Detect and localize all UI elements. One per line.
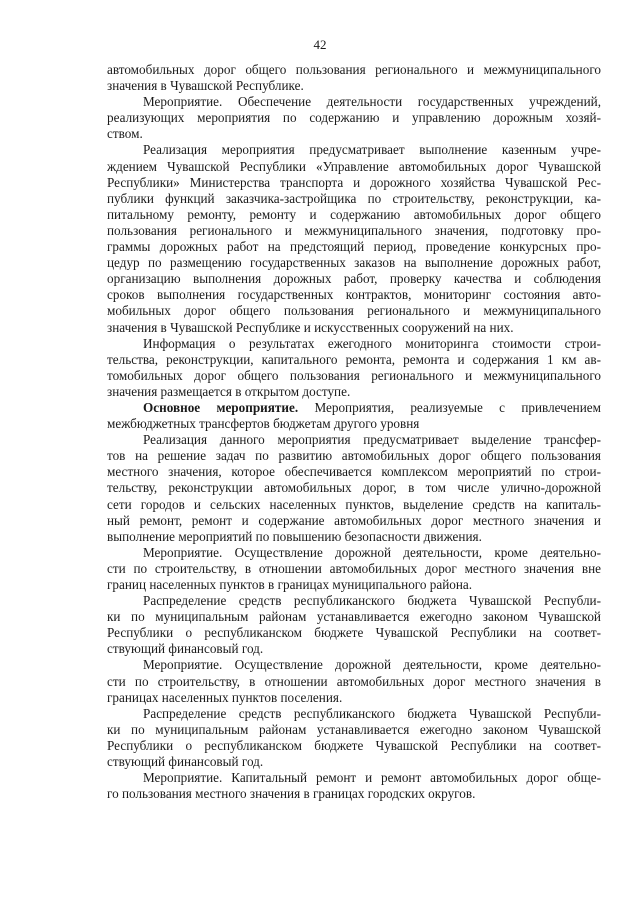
text-line: тельству, реконструкции автомобильных дорог, в том числе улично-дорожной bbox=[107, 480, 601, 496]
text-line: выполнение мероприятий по повышению безопасности движения. bbox=[107, 528, 482, 544]
paragraph bbox=[107, 657, 601, 705]
text-line: Распределение средств республиканского бюджета Чувашской Республи- bbox=[143, 593, 601, 609]
text-line: ждением Чувашской Республики «Управление автомобильных дорог Чувашской bbox=[107, 158, 601, 174]
text-line: ством. bbox=[107, 126, 143, 142]
text-line: организацию выполнения дорожных работ, проверку качества и соблюдения bbox=[107, 271, 601, 287]
text-line: значения в Чувашской Республике и искусственных сооружений на них. bbox=[107, 319, 514, 335]
text-line: тов на решение задач по развитию автомобильных дорог общего пользования bbox=[107, 448, 601, 464]
paragraph bbox=[107, 400, 601, 432]
text-line: местного значения, которое обеспечивается комплексом мероприятий по строи- bbox=[107, 464, 601, 480]
text-line bbox=[107, 400, 601, 416]
text-line: Информация о результатах ежегодного мониторинга стоимости строи- bbox=[143, 335, 601, 351]
paragraph bbox=[107, 142, 601, 335]
text-line: ки по муниципальным районам устанавливается ежегодно законом Чувашской bbox=[107, 609, 601, 625]
paragraph bbox=[107, 706, 601, 770]
text-line: цедур по размещению государственных заказов на выполнение дорожных работ, bbox=[107, 255, 601, 271]
text-line: границ населенных пунктов в границах муниципального района. bbox=[107, 577, 473, 592]
text-line: пользования регионального и межмуниципального значения, подготовку про- bbox=[107, 222, 601, 238]
text-line: межбюджетных трансфертов бюджетам другого уровня bbox=[107, 416, 420, 432]
text-line: го пользования местного значения в границах городских округов. bbox=[107, 786, 476, 802]
text-line: значения в Чувашской Республике. bbox=[107, 78, 304, 94]
text-line: Мероприятие. Обеспечение деятельности государственных учреждений, bbox=[143, 94, 601, 110]
text-line: Мероприятие. Осуществление дорожной деятельности, кроме деятельно- bbox=[143, 657, 601, 673]
text-line: Реализация данного мероприятия предусматривает выделение трансфер- bbox=[143, 432, 601, 448]
text-line: значения размещается в открытом доступе. bbox=[107, 383, 351, 399]
text-line: Республики» Министерства транспорта и дорожного хозяйства Чувашской Рес- bbox=[107, 174, 601, 190]
text-line: ствующий финансовый год. bbox=[107, 754, 264, 770]
paragraph bbox=[107, 94, 601, 142]
paragraph bbox=[107, 593, 601, 657]
text-line: тельства, реконструкции, капитального ремонта, ремонта и содержания 1 км ав- bbox=[107, 351, 601, 367]
text-line: Мероприятие. Осуществление дорожной деятельности, кроме деятельно- bbox=[143, 544, 601, 560]
text-line: ный ремонт, ремонт и содержание автомобильных дорог местного значения и bbox=[107, 512, 601, 528]
document-body bbox=[107, 62, 601, 802]
text-line: публики функций заказчика-застройщика по строительству, реконструкции, ка- bbox=[107, 190, 601, 206]
text-line: ки по муниципальным районам устанавливается ежегодно законом Чувашской bbox=[107, 721, 601, 737]
paragraph bbox=[107, 336, 601, 400]
text-line: Реализация мероприятия предусматривает выполнение казенным учре- bbox=[143, 142, 601, 158]
text-line: Распределение средств республиканского бюджета Чувашской Республи- bbox=[143, 705, 601, 721]
paragraph bbox=[107, 62, 601, 94]
bold-lead-text: Основное мероприятие. bbox=[143, 399, 299, 415]
text-line: сти по строительству, в отношении автомобильных дорог местного значения в bbox=[107, 673, 601, 689]
text-line: Республики о республиканском бюджете Чувашской Республики на соответ- bbox=[107, 625, 601, 641]
text-line: границах населенных пунктов поселения. bbox=[107, 689, 343, 705]
text-line: реализующих мероприятия по содержанию и управлению дорожным хозяй- bbox=[107, 110, 601, 126]
text-line: автомобильных дорог общего пользования регионального и межмуниципального bbox=[107, 62, 601, 77]
text-line: ствующий финансовый год. bbox=[107, 641, 264, 657]
text-line: сроков выполнения государственных контрактов, мониторинг состояния авто- bbox=[107, 287, 601, 303]
text-line: граммы дорожных работ на предстоящий период, проведение конкурсных про- bbox=[107, 239, 601, 255]
text-line: питальному ремонту, ремонту и содержанию автомобильных дорог общего bbox=[107, 206, 601, 222]
text-line: томобильных дорог общего пользования регионального и межмуниципального bbox=[107, 367, 601, 383]
paragraph bbox=[107, 432, 601, 545]
text-line-rest: Мероприятия, реализуемые с привлечением bbox=[298, 399, 601, 415]
text-line: мобильных дорог общего пользования регионального и межмуниципального bbox=[107, 303, 601, 319]
page-number: 42 bbox=[313, 37, 327, 52]
text-line: Республики о республиканском бюджете Чувашской Республики на соответ- bbox=[107, 737, 601, 753]
paragraph bbox=[107, 770, 601, 802]
text-line: сти по строительству, в отношении автомобильных дорог местного значения вне bbox=[107, 560, 601, 576]
text-line: сети городов и сельских населенных пунктов, выделение средств на капиталь- bbox=[107, 496, 601, 512]
text-line: Мероприятие. Капитальный ремонт и ремонт автомобильных дорог обще- bbox=[143, 770, 601, 786]
paragraph bbox=[107, 545, 601, 593]
